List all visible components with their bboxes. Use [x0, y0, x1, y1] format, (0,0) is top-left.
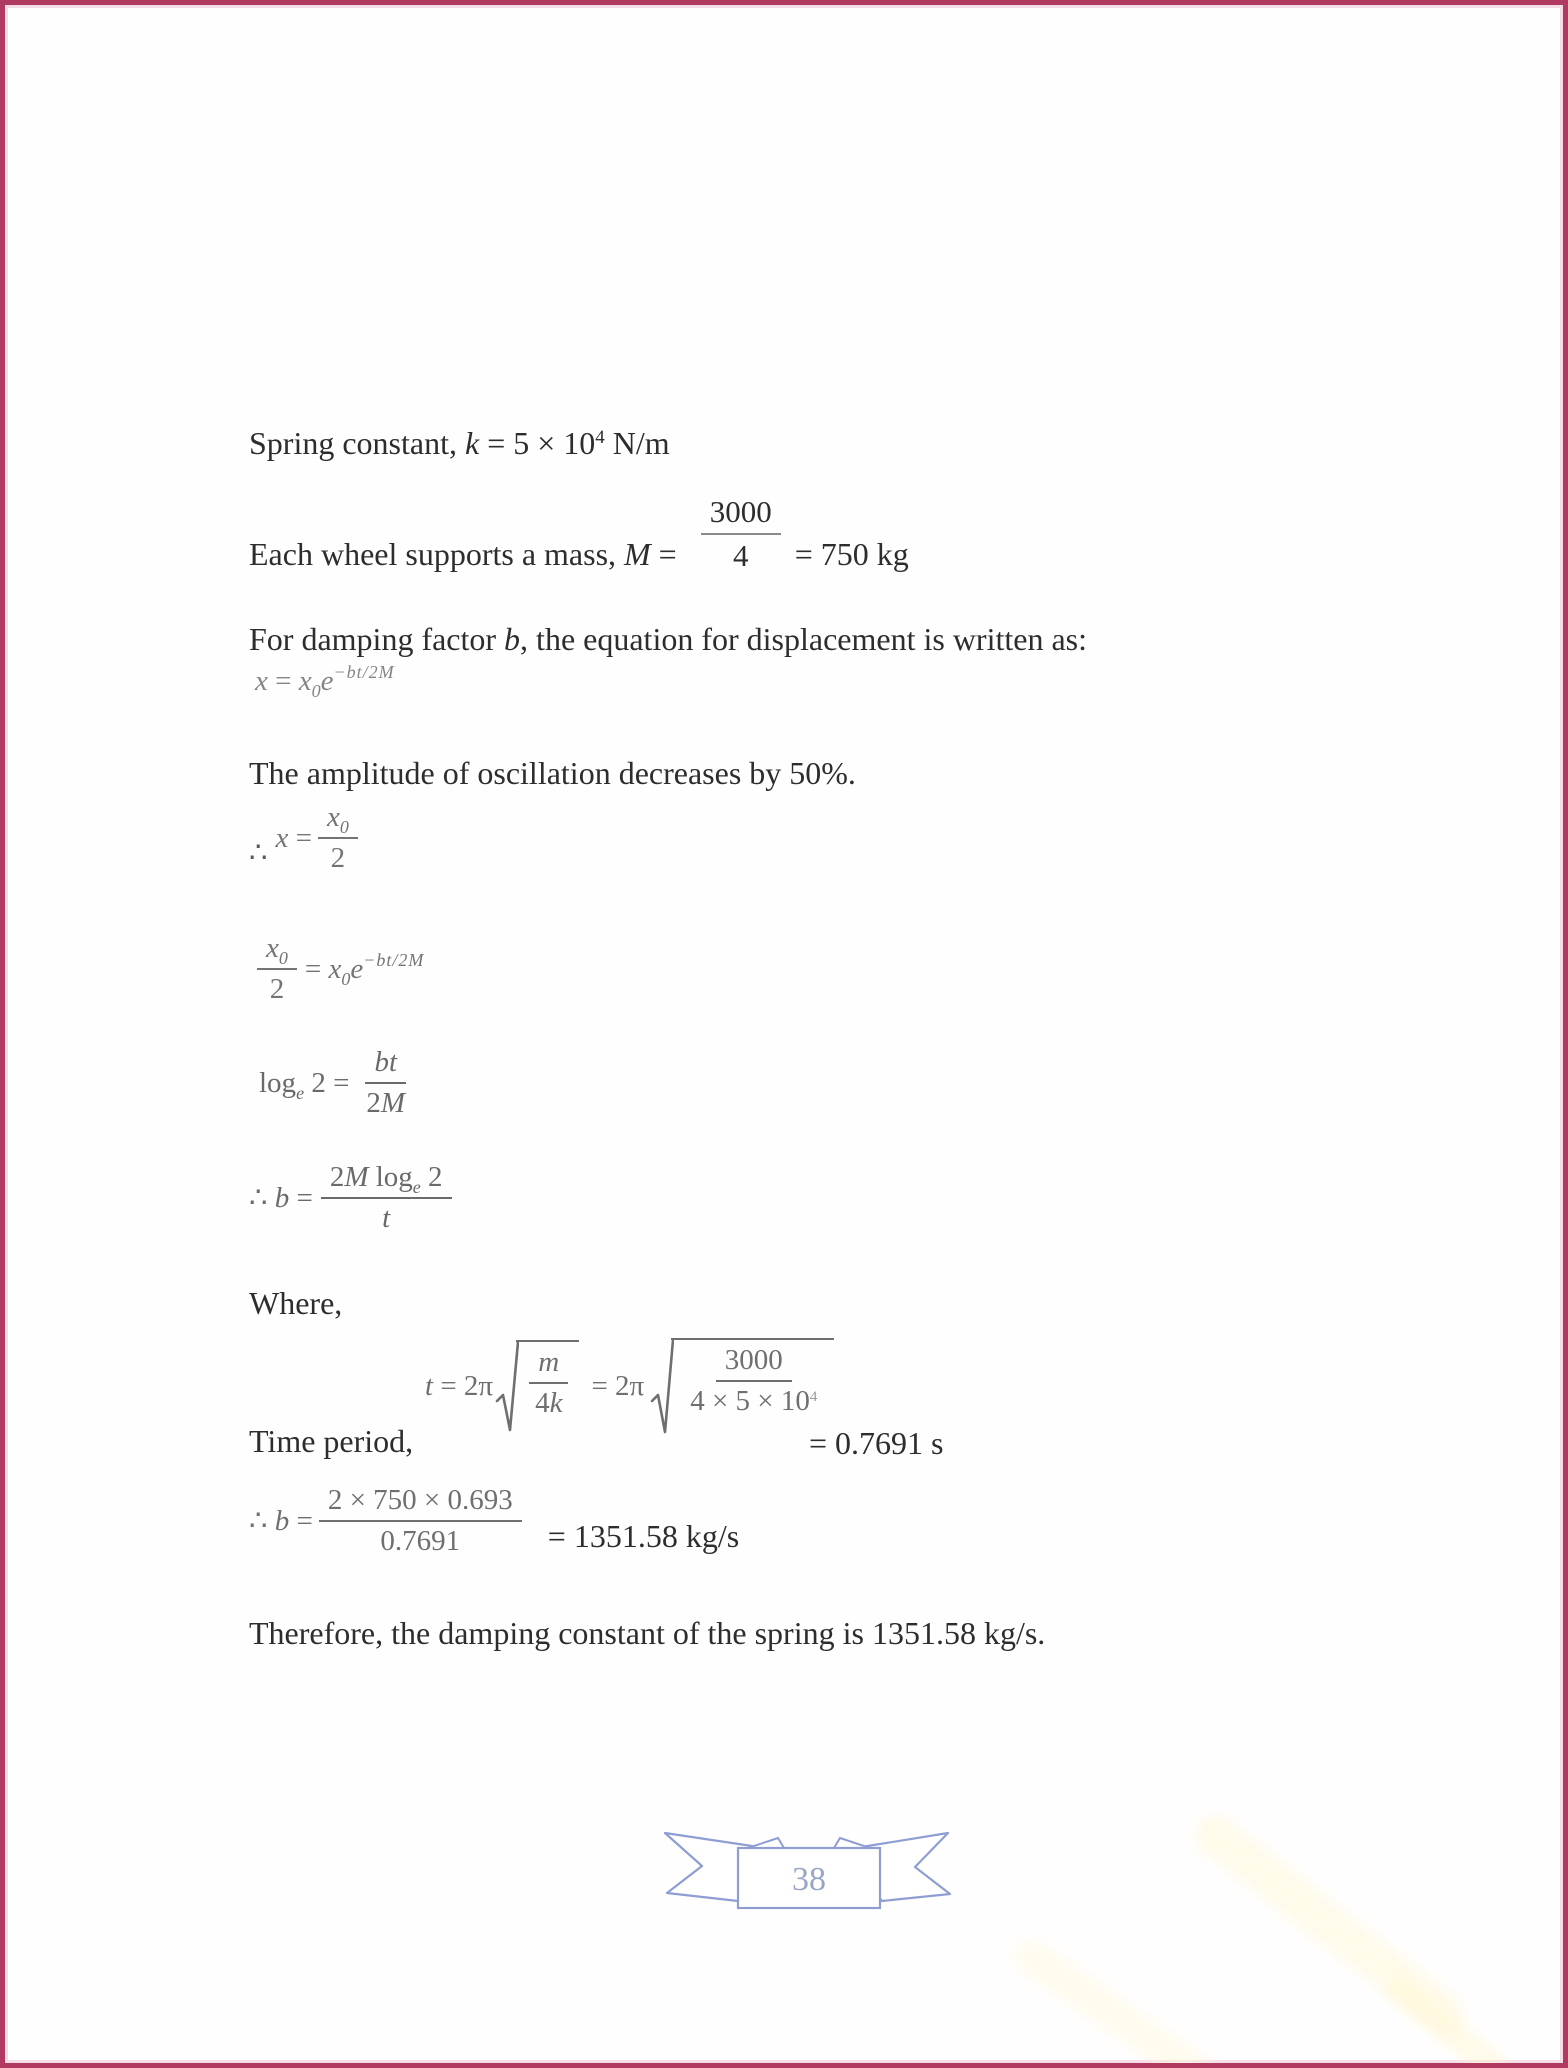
amplitude-line: The amplitude of oscillation decreases by 50%.: [249, 755, 856, 791]
ribbon-left-fold: [748, 1838, 784, 1848]
equation-x-half: [249, 800, 358, 877]
spring-constant-line: [249, 423, 670, 465]
watermark-smudge: [1009, 1934, 1241, 2068]
fraction-denominator: 4: [732, 537, 749, 573]
sqrt-m-over-4k: [495, 1339, 579, 1435]
sqrt-3000-over-4x5x10e4: [650, 1337, 834, 1437]
fraction-denominator: 2M: [366, 1087, 406, 1120]
fraction-numeric: [319, 1483, 522, 1560]
text-result: = 750 kg: [794, 536, 909, 573]
damping-factor-line: [249, 619, 1087, 661]
var-b: b: [504, 621, 521, 657]
equation-b: [249, 1160, 452, 1237]
text: , the equation for displacement is written as:: [520, 621, 1087, 657]
lhs: x =: [275, 821, 312, 854]
var-x: x: [255, 665, 268, 697]
fraction-numerator: $x_0$: [257, 931, 297, 970]
fraction-numerator: bt: [365, 1045, 406, 1084]
text: N/m: [604, 425, 670, 461]
lhs: t = 2π: [425, 1370, 494, 1403]
exponent: −bt/2M: [363, 949, 425, 970]
text: For damping factor: [249, 621, 505, 657]
subscript-0: 0: [311, 681, 321, 701]
equation-time-period: [425, 1337, 836, 1437]
fraction-numerator: 2 × 750 × 0.693: [319, 1483, 522, 1522]
fraction-numerator: 3000: [701, 493, 781, 535]
lhs: ∴ b =: [249, 1181, 313, 1214]
therefore-symbol: ∴: [249, 837, 268, 869]
page-number: 38: [792, 1861, 826, 1898]
fraction-denominator: t: [382, 1202, 391, 1235]
watermark-smudge: [1382, 1970, 1515, 2068]
fraction-x0-over-2: [257, 931, 297, 1008]
fraction-3000-over-denominator: $\frac{3000}{4 \times 5 \times 10^4}$: [681, 1343, 826, 1420]
time-period-block: [249, 1337, 1009, 1467]
equals: =: [650, 536, 677, 573]
time-period-label: Time period,: [249, 1423, 414, 1459]
fraction-denominator: 0.7691: [380, 1525, 461, 1558]
equation-displacement: [255, 663, 395, 701]
rhs: = $x_0e^{-bt/2M}$: [304, 949, 425, 989]
fraction-numerator: 2M $\log_e 2$: [321, 1160, 452, 1199]
page-number-ribbon: [657, 1827, 957, 1922]
lhs: $\log_e 2$ =: [259, 1066, 350, 1103]
radicand: [516, 1340, 579, 1422]
fraction-denominator: 4k: [535, 1387, 563, 1420]
exponent: 4: [809, 1389, 818, 1406]
exponent: −bt/2M: [333, 662, 395, 682]
fraction-denominator: 2: [269, 973, 285, 1006]
var-x0: x: [298, 665, 312, 697]
ribbon-right-fold: [834, 1838, 870, 1848]
fraction-numerator: $x_0$: [318, 800, 358, 839]
fraction-x0-over-2: [318, 800, 358, 877]
lhs: ∴ b =: [249, 1504, 313, 1537]
equals: =: [267, 665, 299, 697]
equals-2pi: = 2π: [591, 1370, 645, 1403]
var-k: k: [464, 425, 480, 461]
time-period-result: = 0.7691 s: [809, 1425, 944, 1461]
equation-log: [259, 1045, 414, 1122]
fraction-denominator: 2: [330, 842, 346, 875]
where-line: Where,: [249, 1285, 343, 1321]
radicand: [671, 1338, 834, 1420]
mass-line: [249, 493, 909, 576]
equation-b-value: [249, 1483, 739, 1560]
text: = 5 × 10: [479, 425, 596, 461]
fraction-bt-over-2M: [357, 1045, 414, 1122]
fraction-3000-over-4: [701, 493, 781, 574]
watermark-smudge: [1188, 1808, 1473, 2043]
fraction-2Mlog2-over-t: [321, 1160, 452, 1237]
text: Spring constant,: [249, 425, 465, 461]
fraction-m-over-4k: $\frac{m}{4k}$: [526, 1345, 571, 1422]
conclusion-line: Therefore, the damping constant of the spring is 1351.58 kg/s.: [249, 1615, 1046, 1651]
exponent: 4: [595, 427, 605, 448]
result: = 1351.58 kg/s: [547, 1518, 740, 1555]
var-e: e: [320, 665, 334, 697]
equation-decay: [257, 931, 424, 1008]
text: Each wheel supports a mass, M =: [249, 536, 677, 573]
var-M: M: [624, 536, 651, 573]
fraction-denominator: $4 \times 5 \times 10^4$: [690, 1385, 818, 1418]
